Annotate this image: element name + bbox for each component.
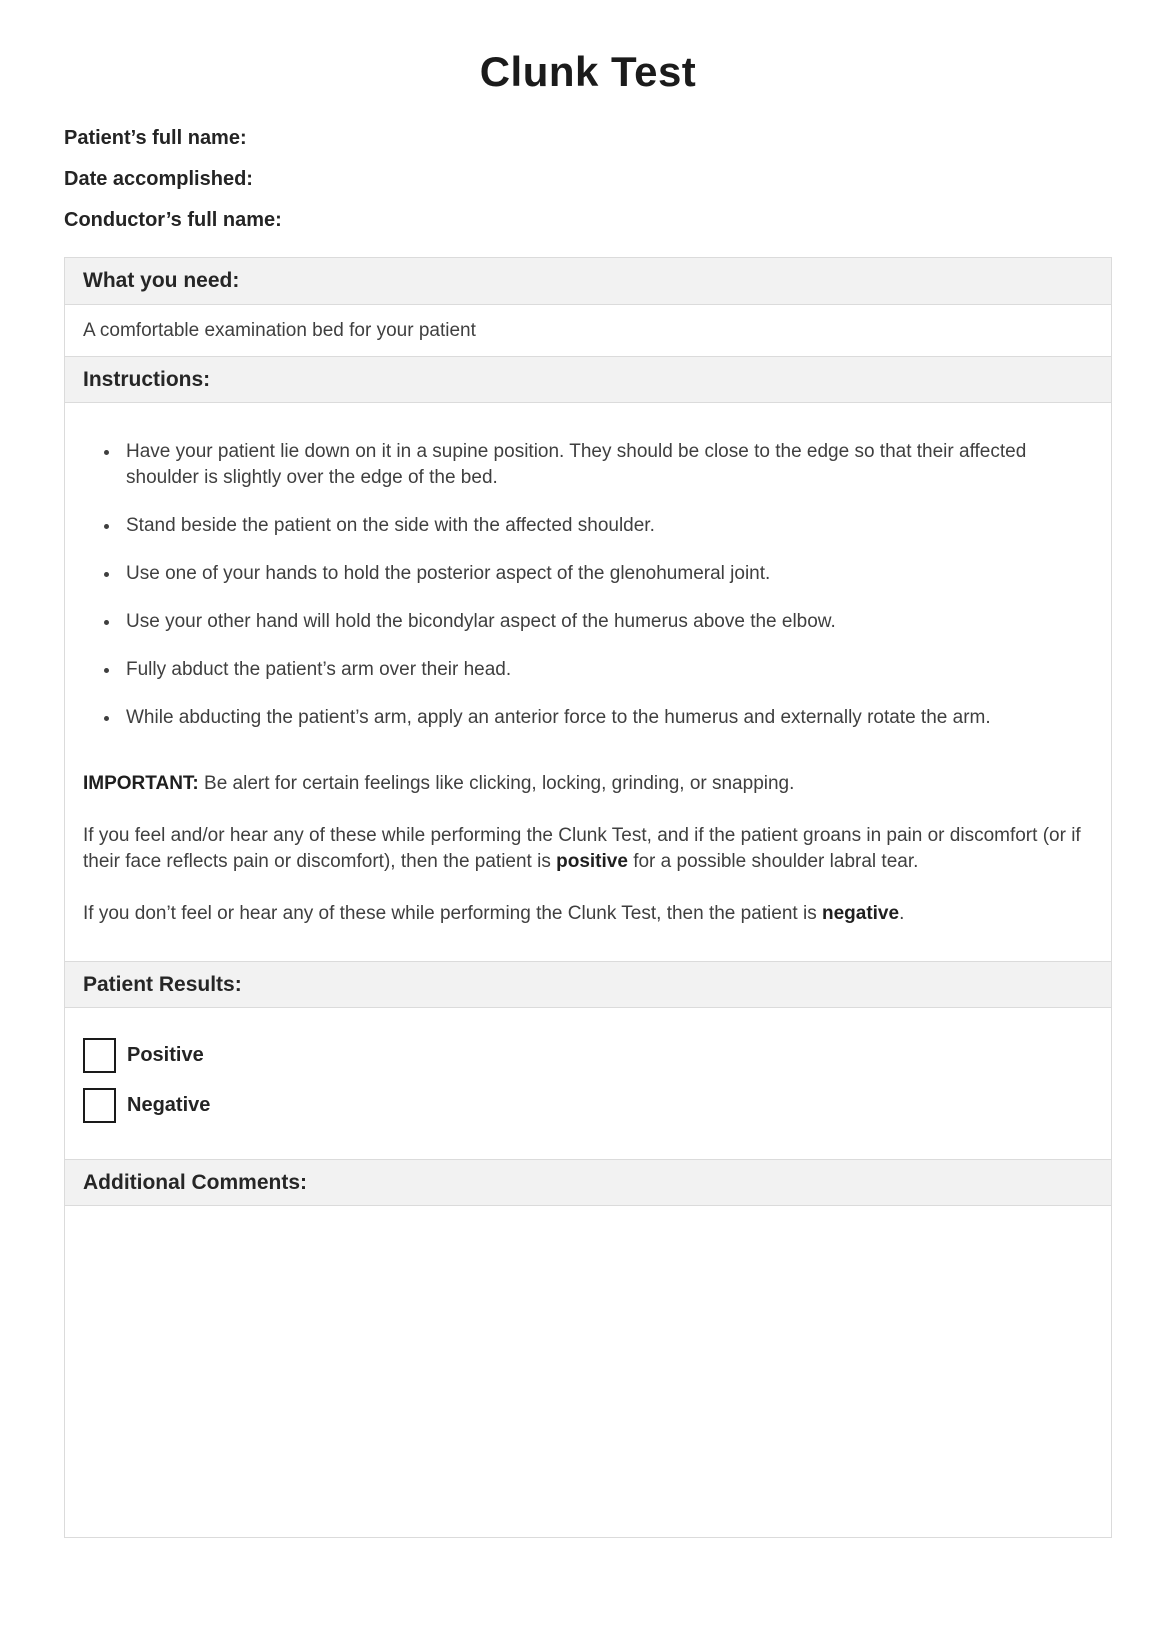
what-you-need-text: A comfortable examination bed for your patient xyxy=(83,319,476,341)
positive-result-paragraph xyxy=(83,823,1091,875)
negative-checkbox-label: Negative xyxy=(127,1094,211,1116)
patient-info-fields xyxy=(64,128,1112,231)
positive-checkbox-label: Positive xyxy=(127,1044,204,1066)
section-header-instructions xyxy=(65,356,1111,403)
section-header-additional-comments xyxy=(65,1159,1111,1206)
instructions-header-label: Instructions: xyxy=(83,367,211,391)
negative-paragraph-before: If you don’t feel or hear any of these while performing the Clunk Test, then the patient is xyxy=(83,903,822,924)
what-you-need-header-label: What you need: xyxy=(83,269,240,292)
patient-name-label: Patient’s full name: xyxy=(64,127,247,149)
additional-comments-header-label: Additional Comments: xyxy=(83,1170,307,1194)
instruction-item: • Use one of your hands to hold the posterior aspect of the glenohumeral joint. xyxy=(121,561,1091,587)
instructions-body xyxy=(65,403,1111,961)
instruction-item: • Fully abduct the patient’s arm over their head. xyxy=(121,657,1091,683)
page-title: Clunk Test xyxy=(479,48,697,95)
instruction-item: • Use your other hand will hold the bicondylar aspect of the humerus above the elbow. xyxy=(121,609,1091,635)
section-header-patient-results xyxy=(65,961,1111,1008)
patient-results-header-label: Patient Results: xyxy=(83,972,242,996)
instruction-item: • While abducting the patient’s arm, apply an anterior force to the humerus and externally rotate the arm. xyxy=(121,705,1091,731)
positive-paragraph-before: If you feel and/or hear any of these while performing the Clunk Test, and if the patient groans in pain or discomfort (or if their face reflects pain or discomfort), then the patient is xyxy=(83,825,1081,872)
positive-checkbox[interactable] xyxy=(83,1038,116,1073)
negative-option-row xyxy=(83,1088,1093,1123)
patient-results-body xyxy=(65,1008,1111,1159)
instruction-item: • Have your patient lie down on it in a supine position. They should be close to the edge so that their affected shoulder is slightly over the edge of the bed. xyxy=(121,439,1091,491)
positive-option-row xyxy=(83,1038,1093,1073)
negative-keyword: negative xyxy=(821,903,900,924)
positive-keyword: positive xyxy=(556,851,628,872)
important-label: IMPORTANT: xyxy=(83,773,199,794)
instruction-item: • Stand beside the patient on the side with the affected shoulder. xyxy=(121,513,1091,539)
negative-paragraph-after: . xyxy=(899,903,905,924)
negative-result-paragraph xyxy=(83,901,1091,927)
important-text: Be alert for certain feelings like clicking, locking, grinding, or snapping. xyxy=(198,773,795,794)
important-note xyxy=(83,771,1091,797)
section-header-what-you-need xyxy=(65,258,1111,305)
positive-paragraph-after: for a possible shoulder labral tear. xyxy=(627,851,919,872)
additional-comments-field[interactable] xyxy=(65,1206,1111,1537)
what-you-need-content xyxy=(65,305,1111,356)
date-accomplished-label: Date accomplished: xyxy=(64,168,253,190)
conductor-name-label: Conductor’s full name: xyxy=(64,209,282,231)
negative-checkbox[interactable] xyxy=(83,1088,116,1123)
form-body xyxy=(64,257,1112,1538)
instructions-list xyxy=(83,439,1091,731)
